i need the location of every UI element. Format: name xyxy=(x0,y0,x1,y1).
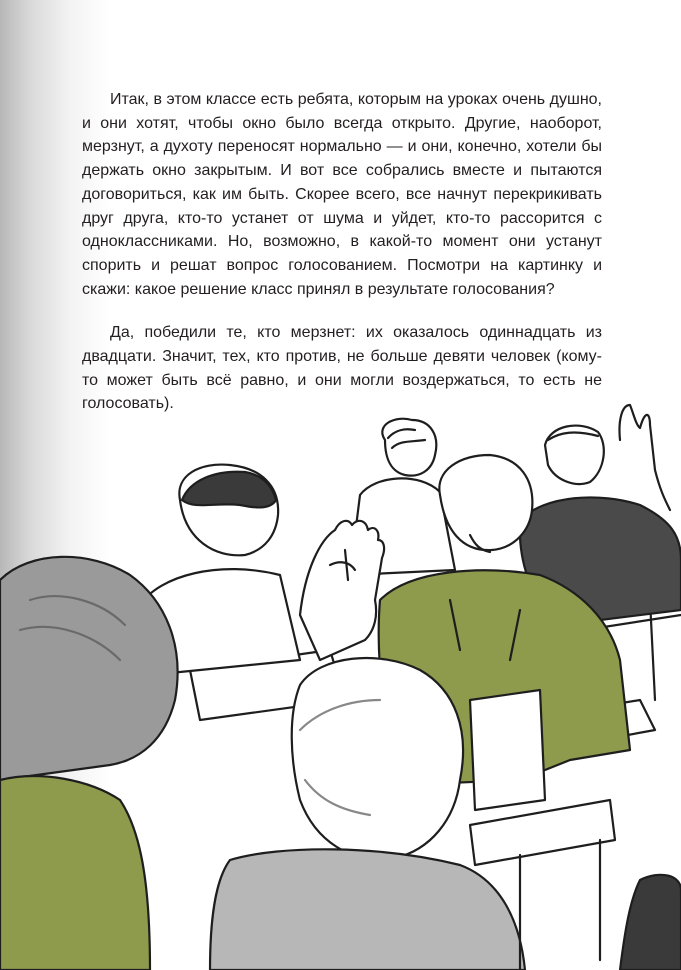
paragraph-question: Итак, в этом классе есть ребята, которым на уроках очень душно, и они хотят, чтобы окно было всегда открыто. Другие, наоборот, мерзнут, а духоту переносят нормально — и они, конечно, хотели бы держать окно закрытым. И вот все собрались вместе и пытаются договориться, как им быть. Скорее всего, все начнут перекрикивать друг друга, кто-то устанет от шума и уйдет, кто-то рассорится с одноклассниками. Но, возможно, в какой-то момент они устанут спорить и решат вопрос голосованием. Посмотри на картинку и скажи: какое решение класс принял в результате голосования? xyxy=(82,91,602,298)
student-front-left xyxy=(0,557,178,970)
raised-hand-right xyxy=(619,405,670,510)
paragraph-answer: Да, победили те, кто мерзнет: их оказалось одиннадцать из двадцати. Значит, тех, кто против, не больше девяти человек (кому-то может быть всё равно, и они могли воздержаться, то есть не голосовать). xyxy=(82,324,602,413)
raised-hand-center xyxy=(300,521,384,660)
classroom-illustration xyxy=(0,400,681,970)
chair-front-right xyxy=(470,690,545,810)
text-block xyxy=(82,88,602,436)
student-bottom-right xyxy=(620,875,681,970)
desk-front xyxy=(470,800,615,865)
